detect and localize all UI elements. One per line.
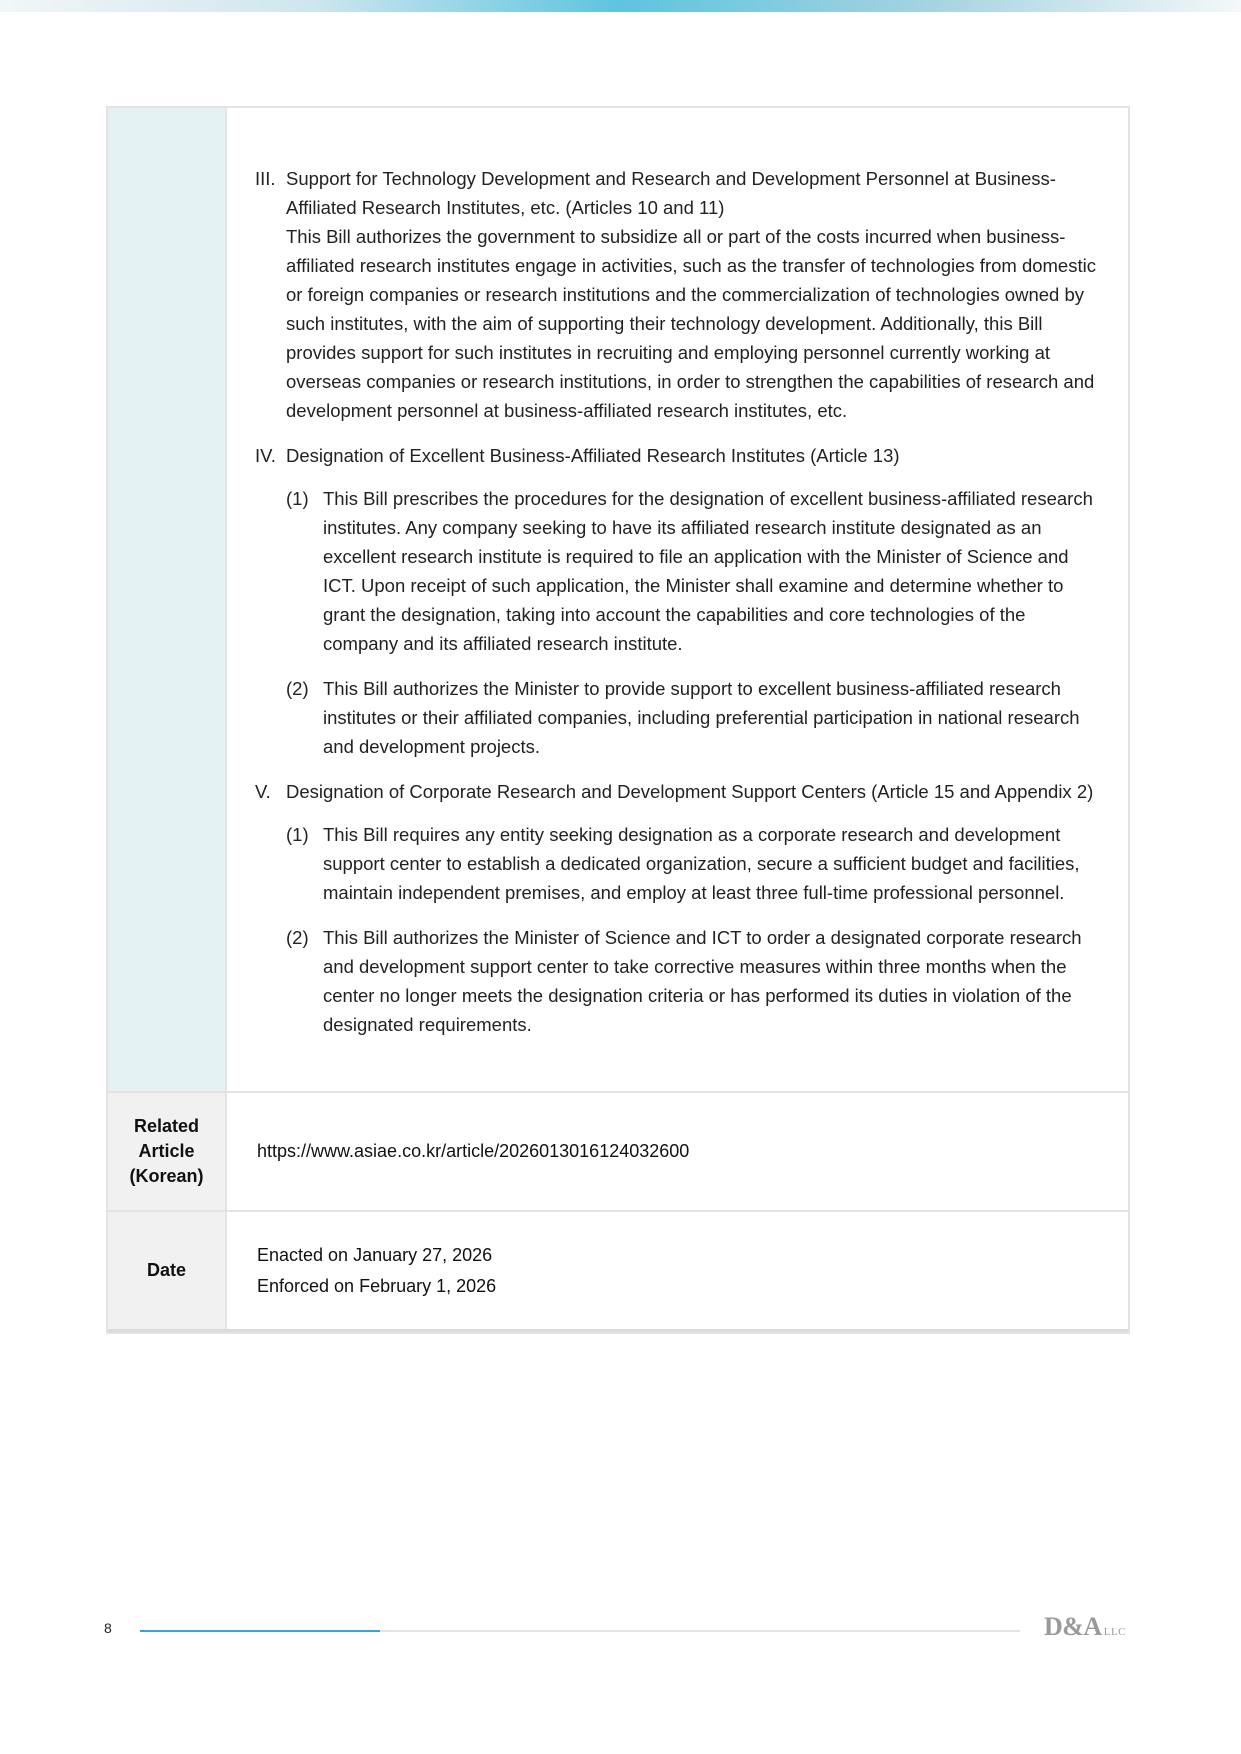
main-content-cell <box>227 108 1128 1091</box>
subsection-text: This Bill requires any entity seeking designation as a corporate research and development support center to establish a dedicated organization, secure a sufficient budget and facilities, maintain independent premises, and employ at least three full-time professional personnel. <box>323 824 1080 903</box>
enacted-date: Enacted on January 27, 2026 <box>257 1244 493 1265</box>
company-logo <box>1044 1612 1126 1642</box>
page-footer <box>0 1612 1241 1652</box>
section-title: Designation of Excellent Business-Affiliated Research Institutes (Article 13) <box>286 445 900 466</box>
section-title: Designation of Corporate Research and Development Support Centers (Article 15 and Appendix 2) <box>286 781 1094 802</box>
logo-text: D&A <box>1044 1612 1102 1641</box>
top-gradient-bar <box>0 0 1241 12</box>
table-row-date <box>108 1212 1128 1332</box>
table-label-cell-empty <box>108 108 227 1091</box>
label-line: Article <box>138 1141 195 1161</box>
subsection-item <box>286 484 1104 658</box>
article-link[interactable]: https://www.asiae.co.kr/article/2026013016124032600 <box>257 1141 690 1161</box>
logo-suffix: LLC <box>1103 1626 1126 1638</box>
date-label: Date <box>108 1212 227 1329</box>
section-number: V. <box>255 781 271 802</box>
label-line: (Korean) <box>129 1166 204 1186</box>
table-row-main-content <box>108 108 1128 1093</box>
footer-divider-accent <box>140 1630 380 1632</box>
subsection-item <box>286 674 1104 761</box>
label-line: Related <box>133 1116 199 1136</box>
related-article-cell <box>227 1093 1128 1210</box>
subsection-text: This Bill authorizes the Minister to provide support to excellent business-affiliated research institutes or their affiliated companies, including preferential participation in national research and development projects. <box>323 678 1080 757</box>
page-number: 8 <box>104 1620 112 1636</box>
subsection-text: This Bill authorizes the Minister of Science and ICT to order a designated corporate research and development support center to take corrective measures within three months when the center no longer meets the designation criteria or has performed its duties in violation of the designated requirements. <box>323 927 1082 1035</box>
subsection-number: (1) <box>286 488 309 509</box>
footer-divider <box>140 1630 1020 1632</box>
section-title: Support for Technology Development and Research and Development Personnel at Business-Affiliated Research Institutes, etc. (Articles 10 and 11) <box>286 168 1056 218</box>
subsection-item <box>286 820 1104 907</box>
subsection-number: (1) <box>286 824 309 845</box>
section-number: IV. <box>255 445 276 466</box>
table-row-related-article <box>108 1093 1128 1212</box>
subsection-number: (2) <box>286 678 309 699</box>
section-iii <box>255 164 1104 425</box>
section-number: III. <box>255 168 276 189</box>
section-iv <box>255 441 1104 761</box>
section-body: This Bill authorizes the government to subsidize all or part of the costs incurred when business-affiliated research institutes engage in activities, such as the transfer of technologies from domestic or foreign companies or research institutions and the commercialization of technologies owned by such institutes, with the aim of supporting their technology development. Additionally, this Bill provides support for such institutes in recruiting and employing personnel currently working at overseas companies or research institutions, in order to strengthen the capabilities of research and development personnel at business-affiliated research institutes, etc. <box>286 226 1096 421</box>
content-table <box>106 106 1130 1334</box>
subsection-text: This Bill prescribes the procedures for the designation of excellent business-affiliated research institutes. Any company seeking to have its affiliated research institute designated as an excellent research institute is required to file an application with the Minister of Science and ICT. Upon receipt of such application, the Minister shall examine and determine whether to grant the designation, taking into account the capabilities and core technologies of the company and its affiliated research institute. <box>323 488 1093 654</box>
related-article-label <box>108 1093 227 1210</box>
date-cell <box>227 1212 1128 1329</box>
enforced-date: Enforced on February 1, 2026 <box>257 1275 497 1296</box>
subsection-item <box>286 923 1104 1039</box>
section-v <box>255 777 1104 1039</box>
subsection-number: (2) <box>286 927 309 948</box>
